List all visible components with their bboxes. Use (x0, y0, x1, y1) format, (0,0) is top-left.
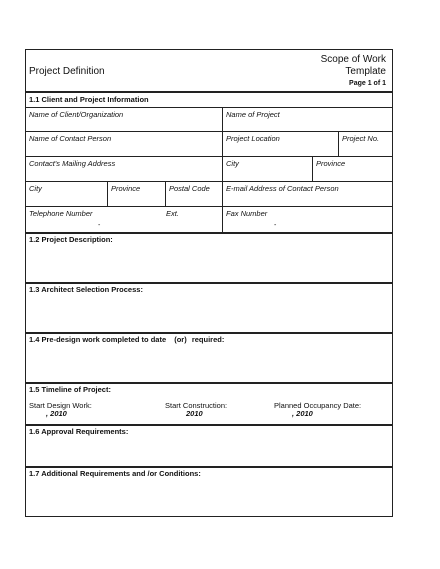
header-divider (26, 91, 392, 93)
grid-divider (165, 181, 166, 206)
telephone-separator: - (98, 222, 101, 229)
ext-field[interactable]: Ext. (166, 209, 179, 218)
start-construction-label: Start Construction: (165, 401, 228, 410)
divider (26, 206, 392, 207)
project-description-area[interactable] (26, 233, 392, 282)
form-title: Project Definition (29, 66, 105, 77)
page-number: Page 1 of 1 (349, 80, 386, 87)
grid-divider (107, 181, 108, 206)
form-page (25, 49, 393, 517)
city-field-right[interactable]: City (226, 159, 239, 168)
telephone-field[interactable]: Telephone Number (29, 209, 93, 218)
approval-requirements-area[interactable] (26, 425, 392, 466)
project-location-field[interactable]: Project Location (226, 134, 280, 143)
occupancy-value[interactable]: , 2010 (292, 409, 313, 418)
contact-person-field[interactable]: Name of Contact Person (29, 134, 112, 143)
project-no-field[interactable]: Project No. (342, 134, 380, 143)
section-1-4-or: (or) (174, 335, 187, 344)
section-1-2-heading: 1.2 Project Description: (29, 235, 113, 244)
divider (26, 382, 392, 384)
predesign-work-area[interactable] (26, 333, 392, 382)
mailing-address-field[interactable]: Contact's Mailing Address (29, 159, 116, 168)
doc-title-line1: Scope of Work (320, 54, 386, 65)
divider (26, 181, 392, 182)
postal-code-field[interactable]: Postal Code (169, 184, 210, 193)
city-field-left[interactable]: City (29, 184, 42, 193)
architect-selection-area[interactable] (26, 283, 392, 332)
email-field[interactable]: E-mail Address of Contact Person (226, 184, 339, 193)
grid-divider (222, 107, 223, 232)
client-org-field[interactable]: Name of Client/Organization (29, 110, 124, 119)
doc-title-line2: Template (345, 66, 386, 77)
start-design-label: Start Design Work: (29, 401, 92, 410)
section-1-1-heading: 1.1 Client and Project Information (29, 95, 149, 104)
province-field-right[interactable]: Province (316, 159, 346, 168)
section-1-6-heading: 1.6 Approval Requirements: (29, 427, 129, 436)
section-1-4-heading-a: 1.4 Pre-design work completed to date (29, 335, 167, 344)
grid-divider (312, 156, 313, 181)
start-construction-value[interactable]: 2010 (186, 409, 203, 418)
section-1-7-heading: 1.7 Additional Requirements and /or Conditions: (29, 469, 201, 478)
section-1-5-heading: 1.5 Timeline of Project: (29, 385, 111, 394)
occupancy-label: Planned Occupancy Date: (274, 401, 362, 410)
additional-requirements-area[interactable] (26, 467, 392, 516)
fax-separator: - (274, 222, 277, 229)
fax-field[interactable]: Fax Number (226, 209, 268, 218)
section-1-3-heading: 1.3 Architect Selection Process: (29, 285, 143, 294)
province-field-left[interactable]: Province (111, 184, 141, 193)
divider (26, 156, 392, 157)
start-design-value[interactable]: , 2010 (46, 409, 67, 418)
grid-divider (338, 131, 339, 156)
section-1-4-heading-b: required: (191, 335, 225, 344)
project-name-field[interactable]: Name of Project (226, 110, 280, 119)
divider (26, 107, 392, 108)
